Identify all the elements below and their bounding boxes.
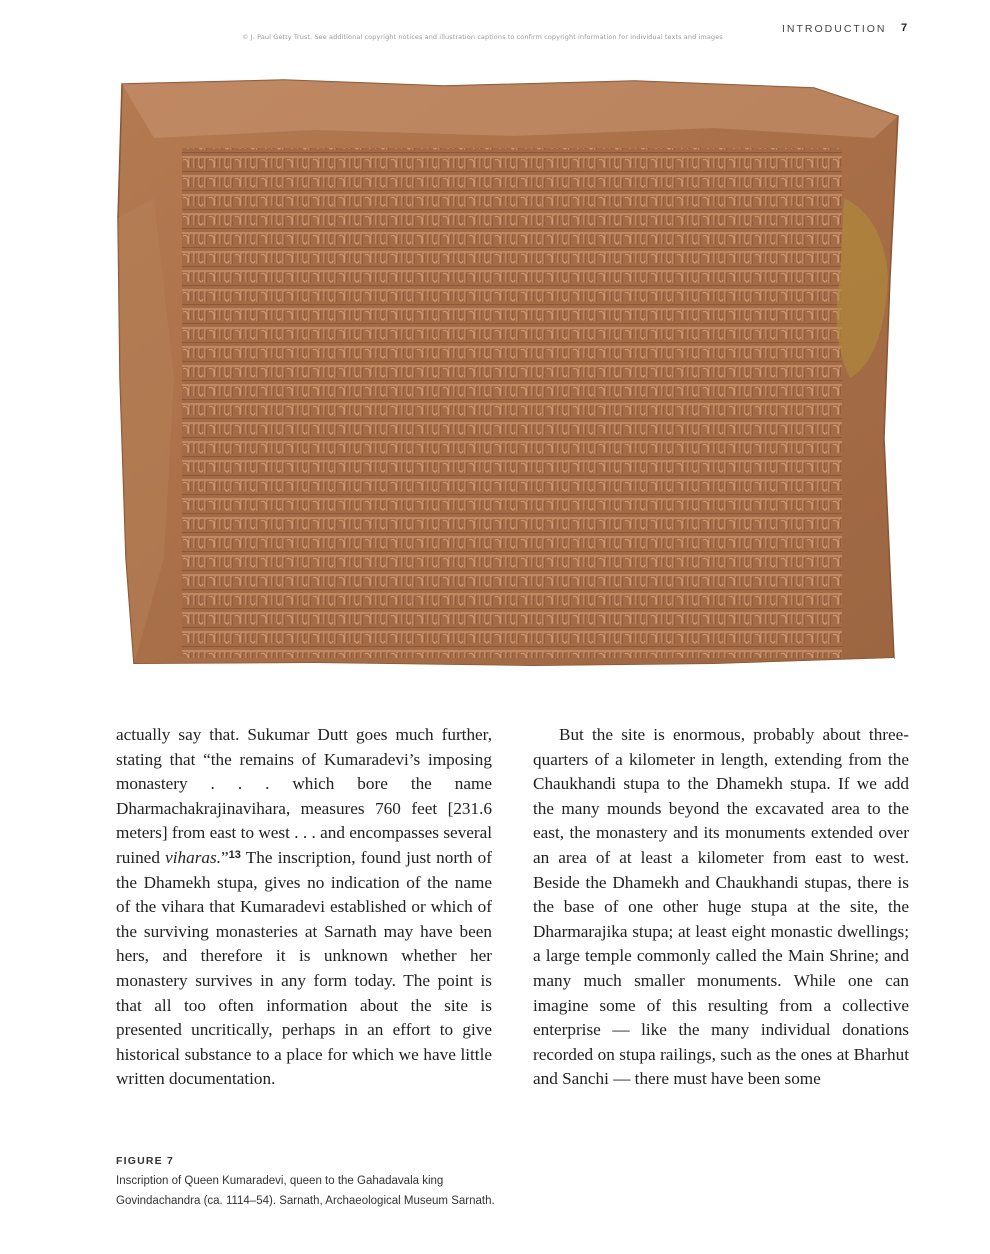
paragraph: But the site is enormous, probably about three-quarters of a kilometer in length, extending from the Chaukhandi stupa to the Dhamekh stupa. If we add the many mounds beyond the excavated area to the east, the monastery and its monuments extended over an area of at least a kilometer from east to west. Beside the Dhamekh and Chaukhandi stupas, there is the base of one other huge stupa at the site, the Dharmarajika stupa; at least eight monastic dwellings; a large temple commonly called the Main Shrine; and many much smaller monuments. While one can imagine some of this resulting from a collective enterprise — like the many individual donations recorded on stupa railings, such as the ones at Bharhut and Sanchi — there must have been some: [533, 725, 909, 1089]
endnote-reference[interactable]: 13: [228, 848, 241, 861]
running-head: INTRODUCTION: [782, 23, 887, 35]
paragraph-text: The inscription, found just north of the Dhamekh stupa, gives no indication of the name of the vihara that Kumaradevi established or which of the surviving monasteries at Sarnath may have been hers, and therefore it is unknown whether her monastery survives in any form today. The point is that all too often information about the site is presented uncritically, perhaps in an effort to give historical substance to a place for which we have little written documentation.: [116, 847, 492, 1089]
closing-quote: ”: [221, 847, 229, 867]
paragraph: [116, 723, 492, 1092]
body-column-right: [533, 723, 909, 1092]
italic-term: viharas.: [165, 847, 221, 867]
copyright-notice: © J. Paul Getty Trust. See additional copyright notices and illustration captions to confirm copyright information for individual texts and images: [242, 33, 723, 41]
caption-text: Inscription of Queen Kumaradevi, queen to the Gahadavala king Govindachandra (ca. 1114–54). Sarnath, Archaeological Museum Sarnath.: [116, 1175, 495, 1207]
body-column-left: [116, 723, 492, 1092]
inscription-photo: [114, 78, 904, 668]
figure-caption: [116, 1155, 496, 1211]
figure-label: FIGURE 7: [116, 1155, 175, 1167]
paragraph-text: actually say that. Sukumar Dutt goes much further, stating that “the remains of Kumaradevi’s imposing monastery . . . which bore the name Dharmachakrajinavihara, measures 760 feet [231.6 meters] from east to west . . . and encompasses several ruined: [116, 725, 492, 867]
page-number: 7: [901, 22, 908, 34]
